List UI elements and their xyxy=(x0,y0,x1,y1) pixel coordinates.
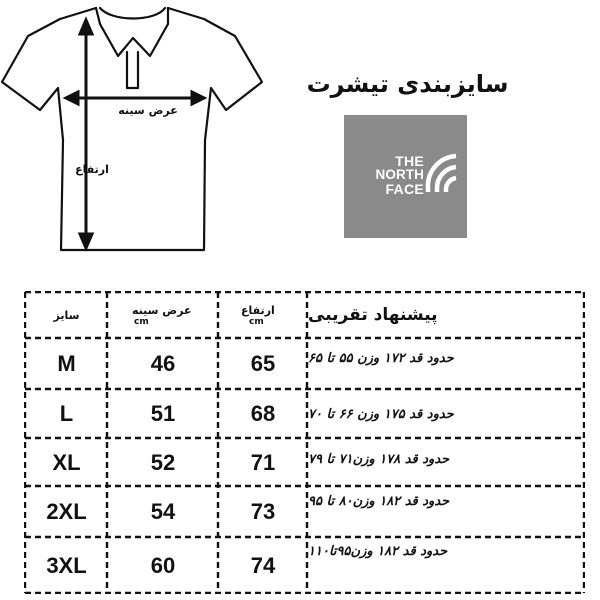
row-2-suggestion: حدود قد ۱۷۵ وزن ۶۶ تا ۷۰ xyxy=(308,406,454,422)
header-height-unit: cm xyxy=(249,316,264,327)
logo-line-3: FACE xyxy=(385,181,424,197)
shirt-diagram xyxy=(0,0,300,270)
row-3-height: 71 xyxy=(250,449,276,475)
row-3-size: XL xyxy=(52,449,81,475)
brand-logo-text xyxy=(350,154,424,196)
row-3-suggestion: حدود قد ۱۷۸ وزن۷۱ تا ۷۹ xyxy=(308,451,450,467)
row-1-suggestion: حدود قد ۱۷۲ وزن ۵۵ تا ۶۵ xyxy=(308,350,454,366)
header-size: سایز xyxy=(53,308,80,322)
brand-logo xyxy=(344,115,467,238)
row-4-suggestion: حدود قد ۱۸۲ وزن۸۰ تا ۹۵ xyxy=(308,493,450,509)
half-dome-icon xyxy=(424,150,458,196)
header-height-cell xyxy=(219,293,307,337)
row-4-size: 2XL xyxy=(46,499,87,524)
page-title: سایزبندی تیشرت xyxy=(306,70,509,98)
row-2-chest: 51 xyxy=(150,401,176,426)
row-2-height: 68 xyxy=(250,401,276,426)
height-label: ارتفاع xyxy=(75,163,109,176)
header-chest-unit: cm xyxy=(134,316,149,327)
row-4-chest: 54 xyxy=(150,499,176,524)
row-1-chest: 46 xyxy=(150,351,176,376)
chest-width-label: عرض سینه xyxy=(118,104,178,117)
logo-line-2: NORTH xyxy=(375,167,424,182)
row-1-height: 65 xyxy=(250,351,276,376)
shirt-outline-icon xyxy=(0,0,300,270)
header-chest: عرض سینه xyxy=(132,303,192,317)
row-5-size: 3XL xyxy=(46,552,87,578)
row-3-chest: 52 xyxy=(150,449,176,475)
row-5-chest: 60 xyxy=(150,552,176,578)
header-suggestion: پیشنهاد تقریبی xyxy=(308,305,438,325)
row-5-suggestion: حدود قد ۱۸۲ وزن۹۵تا۱۱۰ xyxy=(308,543,448,559)
header-height: ارتفاع xyxy=(241,303,275,317)
size-table xyxy=(24,291,585,594)
row-1-size: M xyxy=(57,351,76,376)
row-5-height: 74 xyxy=(250,552,276,578)
logo-line-1: THE xyxy=(395,153,424,169)
header-chest-cell xyxy=(108,293,218,337)
row-4-height: 73 xyxy=(250,499,276,524)
row-2-size: L xyxy=(59,401,74,426)
